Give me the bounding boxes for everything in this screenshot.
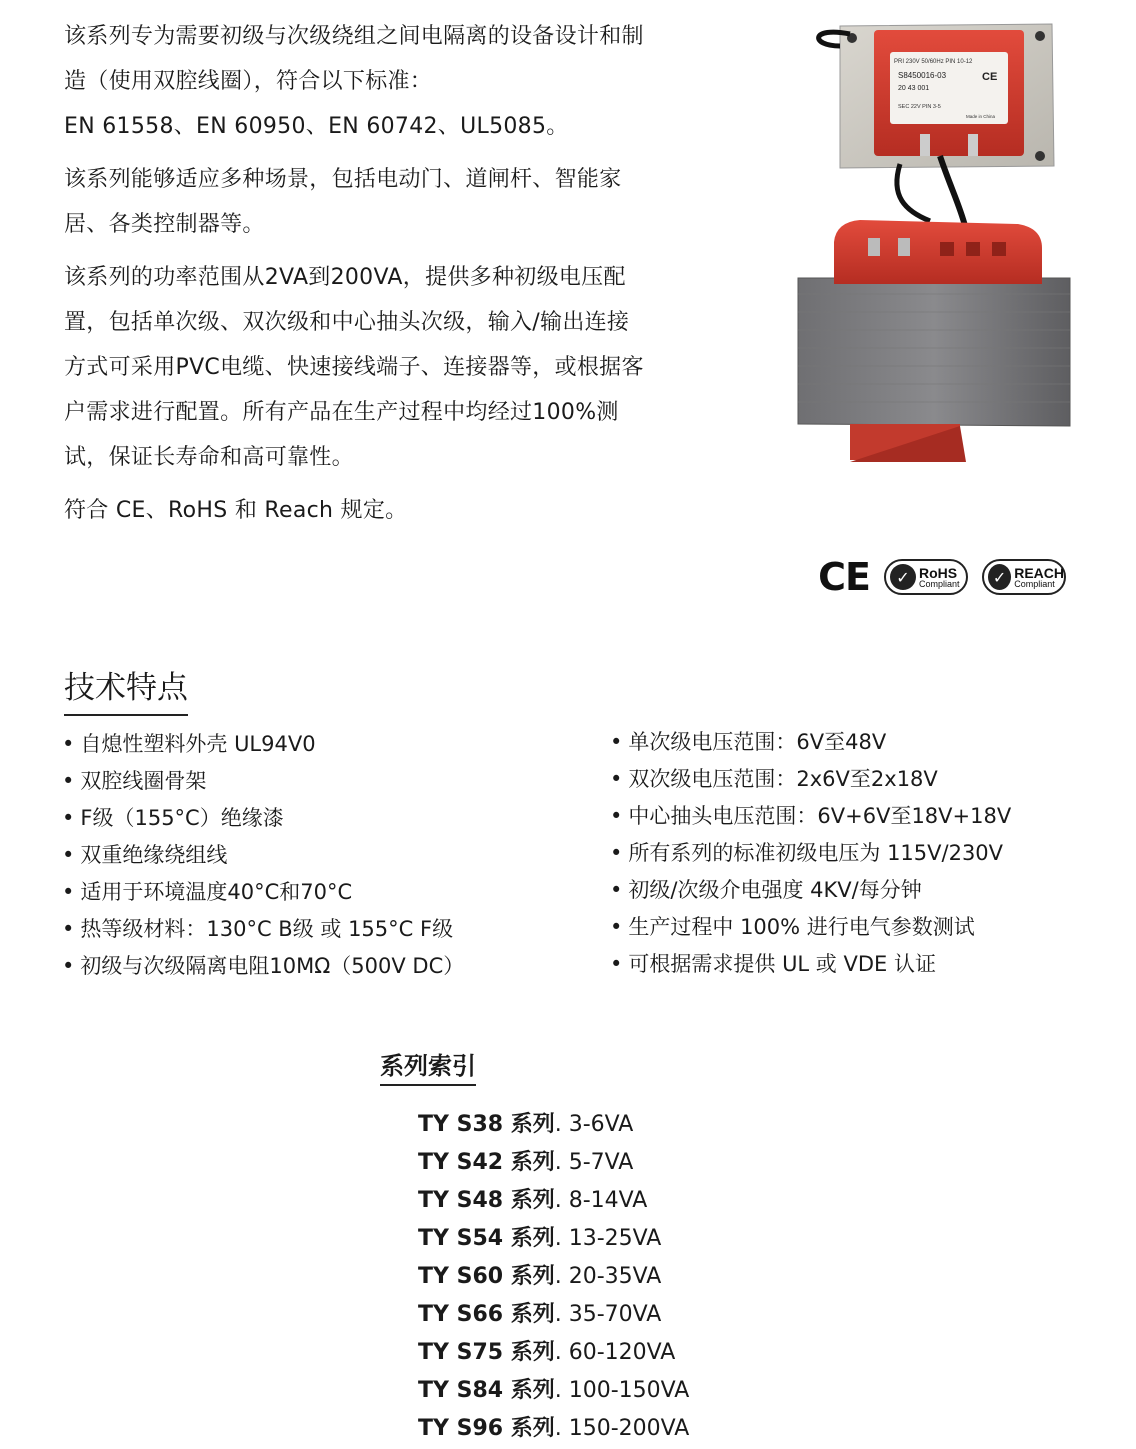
reach-sublabel: Compliant bbox=[1014, 578, 1055, 589]
check-icon: ✓ bbox=[890, 564, 916, 590]
label-line: SEC 22V PIN 3-5 bbox=[898, 104, 941, 110]
reach-badge bbox=[982, 559, 1066, 595]
series-name: TY S38 系列 bbox=[418, 1112, 555, 1137]
feature-item: • F级（155°C）绝缘漆 bbox=[62, 800, 464, 837]
series-name: TY S60 系列 bbox=[418, 1264, 555, 1289]
series-name: TY S48 系列 bbox=[418, 1188, 555, 1213]
ce-mark-logo: CE bbox=[818, 555, 870, 599]
series-range: . 20-35VA bbox=[554, 1264, 662, 1289]
feature-item: • 初级与次级隔离电阻10MΩ（500V DC） bbox=[62, 948, 464, 985]
certification-marks bbox=[818, 555, 1066, 599]
intro-line: 该系列的功率范围从2VA到200VA，提供多种初级电压配 bbox=[64, 265, 626, 290]
feature-item: • 双次级电压范围：2x6V至2x18V bbox=[610, 761, 1011, 798]
rohs-sublabel: Compliant bbox=[919, 578, 960, 589]
label-line: S8450016-03 bbox=[898, 71, 947, 80]
series-name: TY S75 系列 bbox=[418, 1340, 555, 1365]
reach-badge-text bbox=[1014, 566, 1064, 589]
series-name: TY S84 系列 bbox=[418, 1378, 555, 1403]
transformer-product-image bbox=[790, 16, 1080, 476]
series-item bbox=[418, 1296, 689, 1334]
series-range: . 5-7VA bbox=[554, 1150, 634, 1175]
rohs-badge bbox=[884, 559, 968, 595]
intro-line: 符合 CE、RoHS 和 Reach 规定。 bbox=[64, 498, 408, 523]
feature-item: • 生产过程中 100% 进行电气参数测试 bbox=[610, 909, 1011, 946]
label-line: PRI 230V 50/60Hz PIN 10-12 bbox=[894, 59, 973, 65]
feature-item: • 初级/次级介电强度 4KV/每分钟 bbox=[610, 872, 1011, 909]
intro-paragraph-applications bbox=[64, 157, 734, 247]
series-range: . 60-120VA bbox=[554, 1340, 676, 1365]
feature-item: • 双重绝缘绕组线 bbox=[62, 837, 464, 874]
series-name: TY S66 系列 bbox=[418, 1302, 555, 1327]
rohs-badge-text bbox=[919, 566, 960, 589]
series-item bbox=[418, 1372, 689, 1410]
rohs-label: RoHS bbox=[919, 564, 958, 581]
reach-label: REACH bbox=[1014, 564, 1064, 581]
intro-paragraph-power-range bbox=[64, 255, 734, 480]
series-item bbox=[418, 1182, 689, 1220]
series-index-list bbox=[418, 1106, 689, 1448]
intro-line: 该系列能够适应多种场景，包括电动门、道闸杆、智能家 bbox=[64, 167, 622, 192]
lower-bobbin-top bbox=[834, 220, 1042, 284]
series-range: . 13-25VA bbox=[554, 1226, 662, 1251]
label-line: Made in China bbox=[966, 114, 996, 119]
series-range: . 150-200VA bbox=[554, 1416, 690, 1441]
tech-features-heading: 技术特点 bbox=[64, 664, 188, 716]
series-name: TY S54 系列 bbox=[418, 1226, 555, 1251]
feature-item: • 单次级电压范围：6V至48V bbox=[610, 724, 1011, 761]
series-range: . 100-150VA bbox=[554, 1378, 690, 1403]
intro-line: 造（使用双腔线圈），符合以下标准： bbox=[64, 69, 433, 94]
feature-item: • 中心抽头电压范围：6V+6V至18V+18V bbox=[610, 798, 1011, 835]
series-item bbox=[418, 1106, 689, 1144]
series-name: TY S42 系列 bbox=[418, 1150, 555, 1175]
intro-line: 户需求进行配置。所有产品在生产过程中均经过100%测 bbox=[64, 400, 619, 425]
series-item bbox=[418, 1258, 689, 1296]
intro-line: 方式可采用PVC电缆、快速接线端子、连接器等，或根据客 bbox=[64, 355, 644, 380]
series-item bbox=[418, 1220, 689, 1258]
intro-line: EN 61558、EN 60950、EN 60742、UL5085。 bbox=[64, 114, 569, 139]
series-index-heading: 系列索引 bbox=[380, 1048, 476, 1086]
tech-features-left-list bbox=[62, 726, 464, 985]
lower-core bbox=[798, 278, 1070, 426]
intro-line: 试，保证长寿命和高可靠性。 bbox=[64, 445, 354, 470]
series-range: . 8-14VA bbox=[554, 1188, 648, 1213]
intro-line: 居、各类控制器等。 bbox=[64, 212, 265, 237]
label-line: 20 43 001 bbox=[898, 85, 930, 92]
feature-item: • 自熄性塑料外壳 UL94V0 bbox=[62, 726, 464, 763]
feature-item: • 双腔线圈骨架 bbox=[62, 763, 464, 800]
intro-paragraph-compliance bbox=[64, 488, 734, 533]
intro-paragraph-standards bbox=[64, 14, 734, 149]
feature-item: • 适用于环境温度40°C和70°C bbox=[62, 874, 464, 911]
check-icon: ✓ bbox=[988, 564, 1011, 590]
intro-text bbox=[64, 14, 734, 541]
series-item bbox=[418, 1334, 689, 1372]
intro-line: 该系列专为需要初级与次级绕组之间电隔离的设备设计和制 bbox=[64, 24, 644, 49]
feature-item: • 所有系列的标准初级电压为 115V/230V bbox=[610, 835, 1011, 872]
tech-features-right-list bbox=[610, 724, 1011, 983]
series-item bbox=[418, 1410, 689, 1448]
series-range: . 35-70VA bbox=[554, 1302, 662, 1327]
feature-item: • 可根据需求提供 UL 或 VDE 认证 bbox=[610, 946, 1011, 983]
series-range: . 3-6VA bbox=[554, 1112, 634, 1137]
series-item bbox=[418, 1144, 689, 1182]
label-ce-mark: CE bbox=[982, 71, 998, 83]
feature-item: • 热等级材料：130°C B级 或 155°C F级 bbox=[62, 911, 464, 948]
series-name: TY S96 系列 bbox=[418, 1416, 555, 1441]
intro-line: 置，包括单次级、双次级和中心抽头次级，输入/输出连接 bbox=[64, 310, 630, 335]
